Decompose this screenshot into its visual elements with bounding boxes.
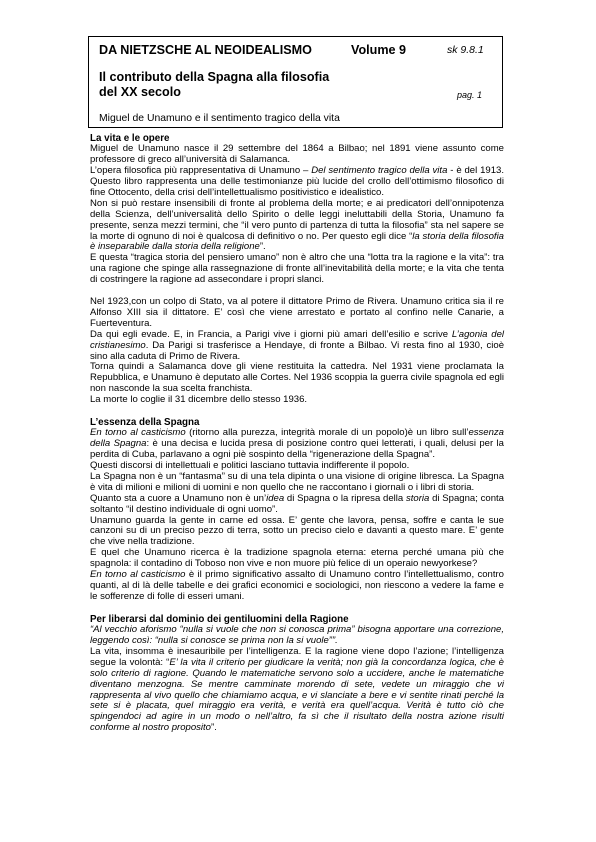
chapter-title [99, 70, 329, 99]
header-box [88, 36, 503, 128]
paragraph: La morte lo coglie il 31 dicembre dello stesso 1936. [90, 394, 308, 406]
chapter-title-line2: del XX secolo [99, 84, 181, 99]
page-number: pag. 1 [457, 90, 483, 100]
paragraph: L’opera filosofica più rappresentativa di Unamuno – Del sentimento tragico della vita - è del 1913. Questo libro rappresenta una delle testimonianze più lucide del crollo dell’ottimismo filosofico di fine Ottocento, della crisi dell’intellettualismo positivistico e idealistico. [90, 165, 504, 198]
document-body [90, 133, 504, 734]
volume-label: Volume 9 [351, 43, 407, 57]
section-heading: L’essenza della Spagna [90, 417, 200, 429]
paragraph: E questa “tragica storia del pensiero umano” non è altro che una “lotta tra la ragione e la vita”: tra una ragione che spinge alla rassegnazione di fronte all’inevitabilità della morte; e la vita che tenta di costringere la ragione ad assecondare i propri slanci. [90, 252, 504, 286]
paragraph: “Al vecchio aforismo “nulla si vuole che non si conosca prima” bisogna apportare una correzione, leggendo così: “nulla si conosce se prima non la si vuole””. [90, 624, 504, 647]
paragraph: Nel 1923,con un colpo di Stato, va al potere il dittatore Primo de Rivera. Unamuno critica sia il re Alfonso XIII sia il dittatore. E’ così che viene arrestato e portato al confino nelle Canarie, a Fuerteventura. [90, 295, 504, 329]
paragraph: Miguel de Unamuno nasce il 29 settembre del 1864 a Bilbao; nel 1891 viene assunto come professore di greco all’università di Salamanca. [90, 143, 504, 166]
paragraph: Da qui egli evade. E, in Francia, a Parigi vive i giorni più amari dell’esilio e scrive L’agonia del cristianesimo. Da Parigi si trasferisce a Hendaye, di fronte a Bilbao. Vi resta fino al 1930, cioè sino alla caduta di Primo de Rivera. [90, 328, 504, 362]
paragraph: En torno al casticismo (ritorno alla purezza, integrità morale di un popolo)è un libro sull’essenza della Spagna: è una decisa e lucida presa di posizione contro quei letterati, i quali, delusi per la perdita di Cuba, parlavano a ogni piè sospinto della “rigenerazione della Spagna”. [90, 427, 504, 461]
paragraph: Questi discorsi di intellettuali e politici lasciano tuttavia indifferente il popolo. [90, 460, 410, 472]
section-heading: La vita e le opere [90, 133, 170, 144]
section-code: sk 9.8.1 [447, 44, 484, 56]
section-heading: Per liberarsi dal dominio dei gentiluomini della Ragione [90, 613, 349, 625]
paragraph: Quanto sta a cuore a Unamuno non è un’idea di Spagna o la ripresa della storia di Spagna; conta soltanto “il destino individuale di ogni uomo”. [90, 492, 504, 515]
chapter-title-line1: Il contributo della Spagna alla filosofia [99, 70, 330, 84]
paragraph: Non si può restare insensibili di fronte al problema della morte; e ai predicatori dell’onnipotenza della Scienza, dell’universalità dello Spirito o delle leggi ineluttabili della Storia, Unamuno fa presente, senza mezzi termini, che “il vero punto di partenza di tutta la filosofia” sta nel sapere se la morte di ognuno di noi è qualcosa di definitivo o no. Per questo egli dice “la storia della filosofia è inseparabile dalla storia della religione”. [90, 197, 504, 253]
paragraph: La Spagna non è un “fantasma” su di una tela dipinta o una visione di origine libresca. La Spagna è vita di milioni e milioni di uomini e non quello che ne raccontano i giornali o i libri di storia. [90, 470, 504, 493]
paragraph: Torna quindi a Salamanca dove gli viene restituita la cattedra. Nel 1931 viene proclamata la Repubblica, e Unamuno è deputato alle Cortes. Nel 1936 scoppia la guerra civile spagnola ed egli non nasconde la sua scelta franchista. [90, 361, 504, 395]
chapter-subtitle: Miguel de Unamuno e il sentimento tragico della vita [99, 113, 340, 124]
paragraph: E quel che Unamuno ricerca è la tradizione spagnola eterna: eterna perché umana più che spagnola: il contadino di Toboso non vive e non muore più felice di un operaio newyorkese? [90, 547, 504, 570]
paragraph: Unamuno guarda la gente in carne ed ossa. E’ gente che lavora, pensa, soffre e canta le sue canzoni su di un preciso pezzo di terra, sotto un preciso cielo e davanti a questo mare. E’ gente che vive nella tradizione. [90, 514, 504, 548]
series-title: DA NIETZSCHE AL NEOIDEALISMO [99, 43, 312, 57]
paragraph: En torno al casticismo è il primo significativo assalto di Unamuno contro l’intellettualismo, contro quanti, al di là delle tabelle e dei grafici economici e sociologici, non riescono a vedere la fame e le sofferenze di folle di esseri umani. [90, 569, 504, 602]
paragraph: La vita, insomma è inesauribile per l’intelligenza. E la ragione viene dopo l’azione; l’intelligenza segue la volontà: “E’ la vita il criterio per giudicare la verità; non già la concordanza logica, che è solo criterio di ragione. Quando le matematiche servono solo a uccidere, anche le matematiche diventano menzogna. Se mentre camminate morendo di sete, vedete un miraggio che vi rappresenta al vivo quello che chiamiamo acqua, e vi slanciate a bere e vi sentite rinati perché la sete si è placata, quel miraggio era verità, e verità era quell’acqua. Verità è tutto ciò che spingendoci ad agire in un modo o nell’altro, fa sì che il risultato della nostra azione risulti conforme al nostro proposito”. [90, 645, 504, 734]
